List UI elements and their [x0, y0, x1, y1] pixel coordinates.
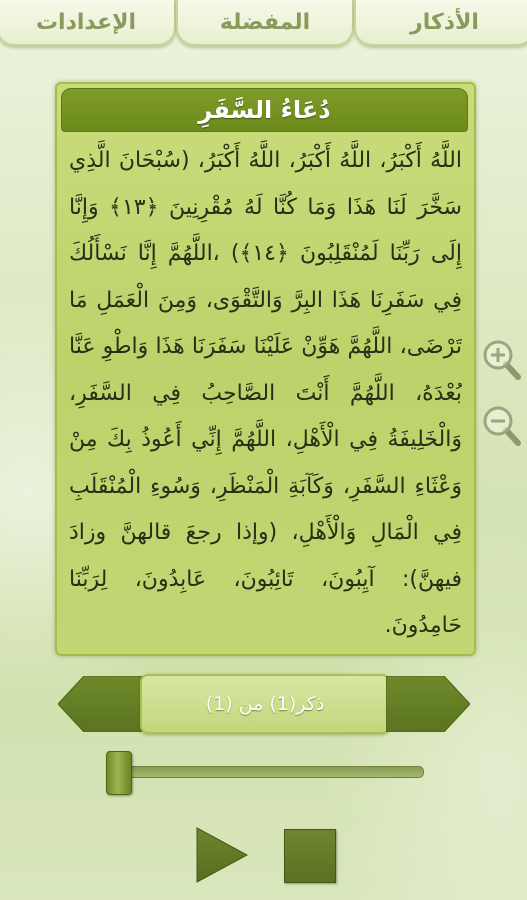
tab-favorites[interactable]: [176, 0, 354, 46]
dhikr-panel: [55, 82, 476, 656]
play-button[interactable]: [195, 826, 249, 884]
previous-dhikr-button[interactable]: [58, 676, 142, 732]
dhikr-title-bar: [61, 88, 468, 132]
tab-favorites-label: المفضلة: [219, 9, 311, 35]
dhikr-counter: [140, 674, 390, 734]
play-icon: [195, 826, 249, 884]
audio-progress-track[interactable]: [120, 766, 424, 778]
tab-adhkar[interactable]: [354, 0, 527, 46]
stop-button[interactable]: [284, 829, 336, 883]
arrow-right-icon: [386, 676, 470, 732]
tab-adhkar-label: الأذكار: [410, 9, 479, 35]
next-dhikr-button[interactable]: [386, 676, 470, 732]
audio-progress-thumb[interactable]: [106, 751, 132, 795]
dhikr-text[interactable]: اللَّهُ أَكْبَرُ، اللَّهُ أَكْبَرُ، اللَّهُ أَكْبَرُ، (سُبْحَانَ الَّذِي سَخَّرَ لَنَا هَذَا وَمَا كُنَّا لَهُ مُقْرِنِينَ ﴿١٣﴾ وَإِنَّا إِلَى رَبِّنَا لَمُنْقَلِبُونَ ﴿١٤﴾) ،اللَّهُمَّ إِنَّا نَسْأَلُكَ فِي سَفَرِنَا هَذَا البِرَّ وَالتَّقْوَى، وَمِنَ الْعَمَلِ مَا تَرْضَى، اللَّهُمَّ هَوِّنْ عَلَيْنَا سَفَرَنَا هَذَا وَاطْوِ عَنَّا بُعْدَهُ، اللَّهُمَّ أَنْتَ الصَّاحِبُ فِي السَّفَرِ، وَالْخَلِيفَةُ فِي الْأَهْلِ، اللَّهُمَّ إِنِّي أَعُوذُ بِكَ مِنْ وَعْثَاءِ السَّفَرِ، وَكَآبَةِ الْمَنْظَرِ، وَسُوءِ الْمُنْقَلَبِ فِي الْمَالِ وَالْأَهْلِ، (وإذا رجعَ قالهنَّ وزادَ فيهنَّ): آيِبُونَ، تَائِبُونَ، عَابِدُونَ، لِرَبِّنَا حَامِدُونَ.: [69, 148, 462, 638]
arrow-left-icon: [58, 676, 142, 732]
tab-settings-label: الإعدادات: [35, 9, 137, 35]
zoom-in-icon[interactable]: [482, 338, 522, 380]
tab-settings[interactable]: [0, 0, 176, 46]
dhikr-counter-label: ذكر(1) من (1): [205, 693, 325, 715]
zoom-out-icon[interactable]: [482, 404, 522, 446]
top-tab-bar: [0, 0, 527, 50]
dhikr-title: دُعَاءُ السَّفَرِ: [198, 96, 331, 124]
